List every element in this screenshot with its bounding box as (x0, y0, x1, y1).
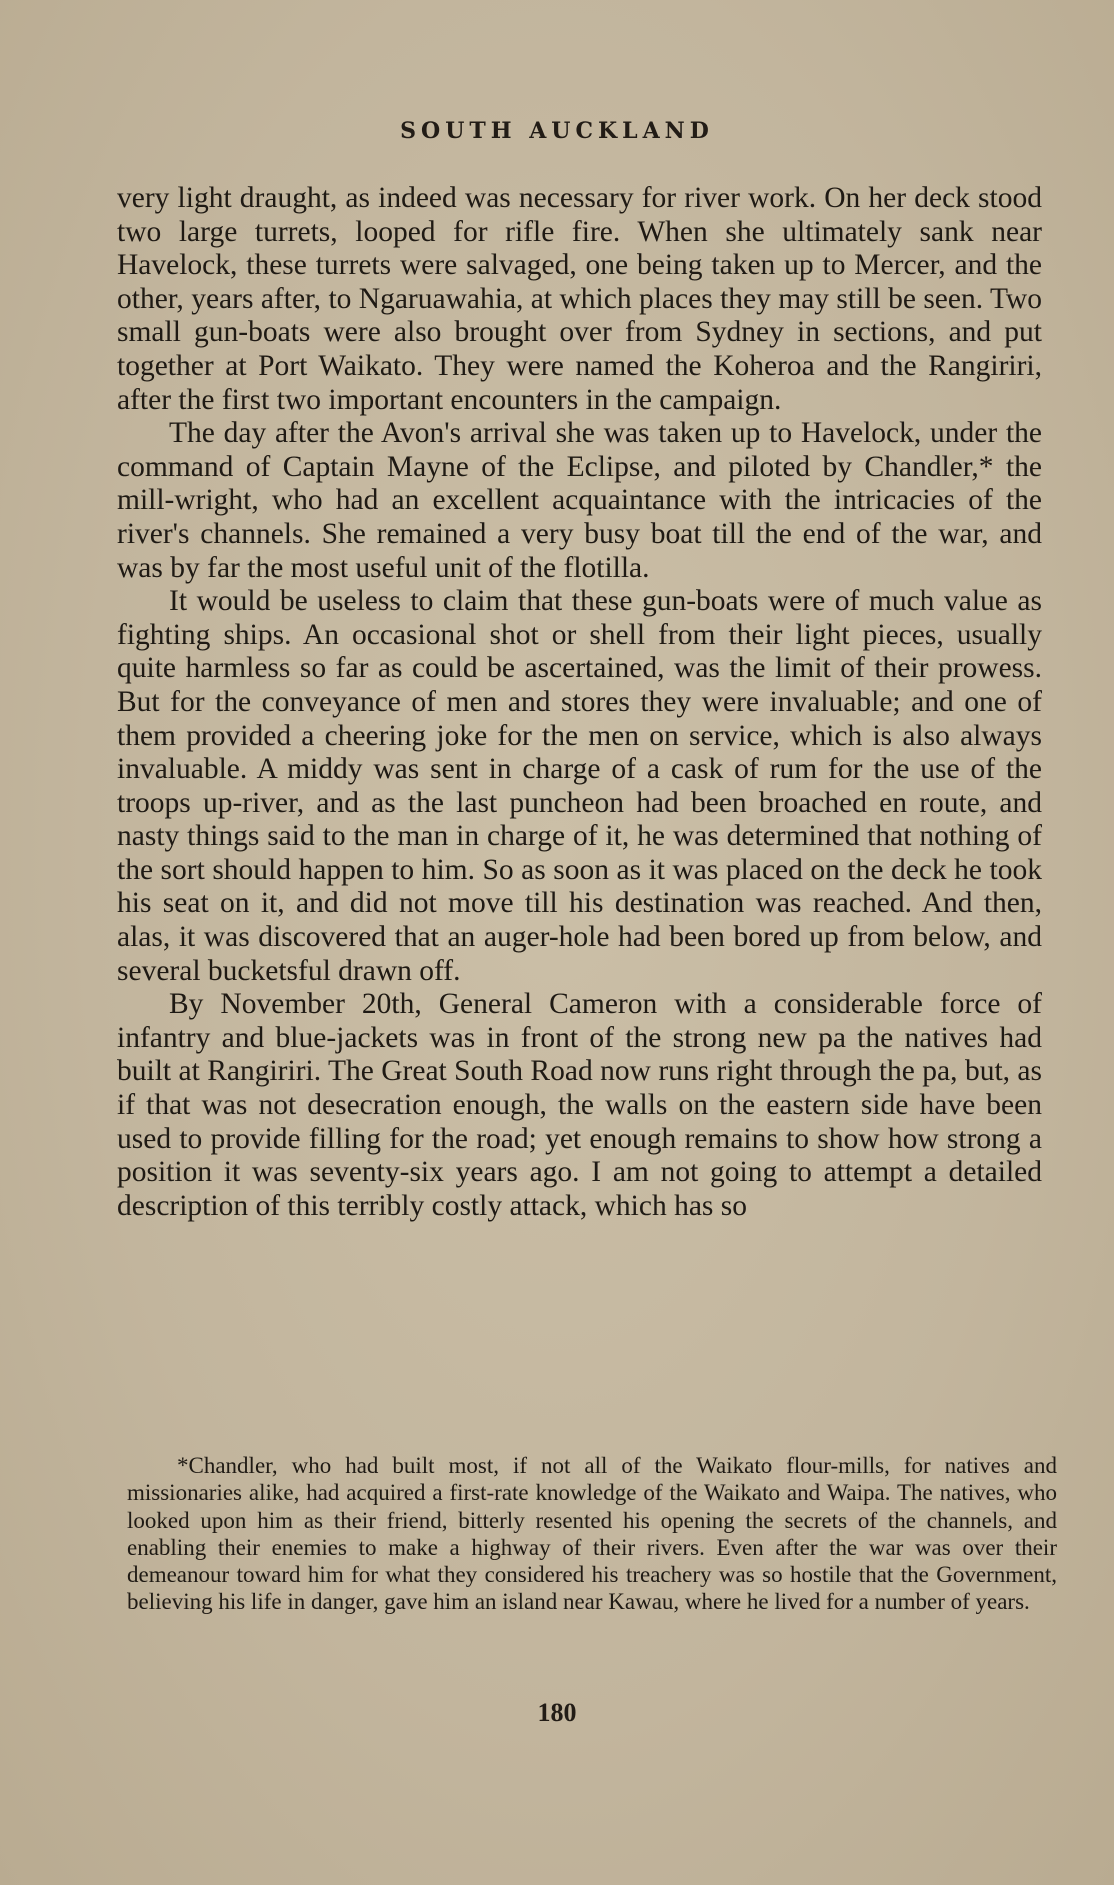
paragraph-3: It would be useless to claim that these gun-boats were of much value as fighting ships. An occasional shot or shell from their light pieces, usually quite harmless so far as could be ascertained, was the limit of their prowess. But for the conveyance of men and stores they were invaluable; and one of them provided a cheering joke for the men on service, which is also always invaluable. A middy was sent in charge of a cask of rum for the use of the troops up-river, and as the last puncheon had been broached en route, and nasty things said to the man in charge of it, he was determined that nothing of the sort should happen to him. So as soon as it was placed on the deck he took his seat on it, and did not move till his destination was reached. And then, alas, it was discovered that an auger-hole had been bored up from below, and several bucketsful drawn off. (117, 585, 1042, 987)
paragraph-2: The day after the Avon's arrival she was taken up to Havelock, under the command of Captain Mayne of the Eclipse, and piloted by Chandler,* the mill-wright, who had an excellent acquaintance with the intricacies of the river's channels. She remained a very busy boat till the end of the war, and was by far the most useful unit of the flotilla. (117, 417, 1042, 584)
page-number: 180 (537, 1698, 577, 1727)
running-head: SOUTH AUCKLAND (400, 118, 714, 144)
paragraph-4: By November 20th, General Cameron with a considerable force of infantry and blue-jackets was in front of the strong new pa the natives had built at Rangiriri. The Great South Road now runs right through the pa, but, as if that was not desecration enough, the walls on the eastern side have been used to provide filling for the road; yet enough remains to show how strong a position it was seventy-six years ago. I am not going to attempt a detailed description of this terribly costly attack, which has so (117, 988, 1042, 1222)
body-text (117, 182, 1042, 1223)
paragraph-1: very light draught, as indeed was necessary for river work. On her deck stood two large turrets, looped for rifle fire. When she ultimately sank near Havelock, these turrets were salvaged, one being taken up to Mercer, and the other, years after, to Ngaruawahia, at which places they may still be seen. Two small gun-boats were also brought over from Sydney in sections, and put together at Port Waikato. They were named the Koheroa and the Rangiriri, after the first two important encounters in the campaign. (117, 182, 1042, 416)
footnote (127, 1452, 1057, 1616)
footnote-text: *Chandler, who had built most, if not all of the Waikato flour-mills, for natives and missionaries alike, had acquired a first-rate knowledge of the Waikato and Waipa. The natives, who looked upon him as their friend, bitterly resented his opening the secrets of the channels, and enabling their enemies to make a highway of their rivers. Even after the war was over their demeanour toward him for what they considered his treachery was so hostile that the Government, believing his life in danger, gave him an island near Kawau, where he lived for a number of years. (127, 1453, 1057, 1615)
